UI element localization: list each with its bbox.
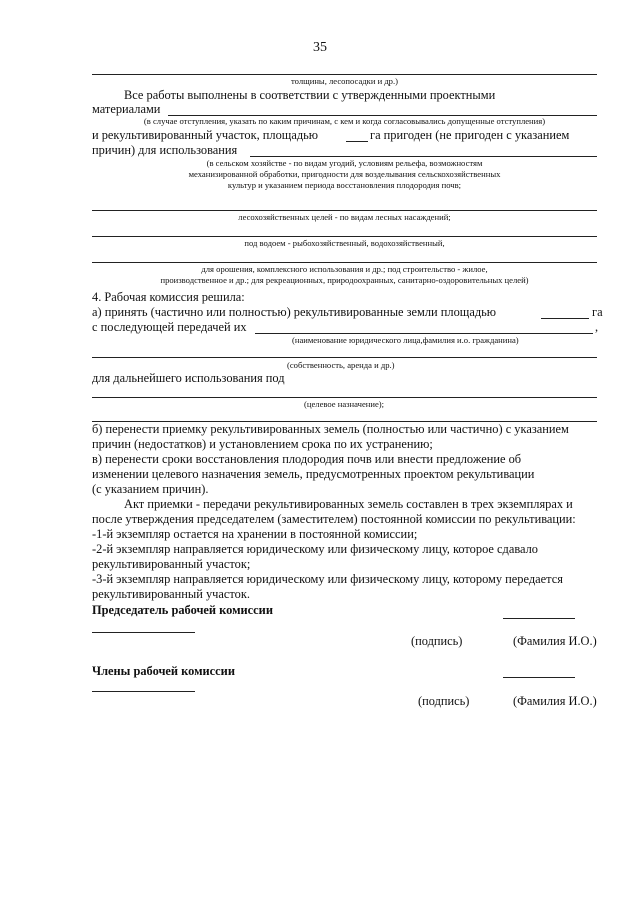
deviation-caption: (в случае отступления, указать по каким причинам, с кем и когда согласовывались допущенные отступления) bbox=[143, 116, 546, 126]
act-line-1: Акт приемки - передачи рекультивированных земель составлен в трех экземплярах и bbox=[124, 497, 573, 511]
agri-caption-3: культур и указанием периода восстановления плодородия почв; bbox=[227, 180, 462, 190]
further-use: для дальнейшего использования под bbox=[92, 371, 285, 385]
entity-caption: (наименование юридического лица,фамилия и.о. гражданина) bbox=[292, 335, 519, 345]
act-line-5: рекультивированный участок; bbox=[92, 557, 251, 571]
act-line-7: рекультивированный участок. bbox=[92, 587, 250, 601]
decision-area-line bbox=[541, 318, 589, 319]
members-sign-line bbox=[92, 691, 195, 692]
decision-a-comma: , bbox=[595, 320, 599, 334]
usage-line bbox=[250, 156, 597, 157]
chairman-sign-line bbox=[92, 632, 195, 633]
entity-line bbox=[255, 333, 593, 334]
works-line-1: Все работы выполнены в соответствии с утвержденными проектными bbox=[124, 88, 496, 102]
decision-b-line-2: причин (недостатков) и установлением срока по их устранению; bbox=[92, 437, 433, 451]
water-line bbox=[92, 236, 597, 237]
area-line-1b: га пригоден (не пригоден с указанием bbox=[370, 128, 570, 142]
agri-caption-2: механизированной обработки, пригодности для возделывания сельскохозяйственных bbox=[188, 169, 501, 179]
page-number: 35 bbox=[313, 40, 327, 55]
members-signature-caption: (подпись) bbox=[418, 694, 470, 708]
decision-c-line-1: в) перенести сроки восстановления плодородия почв или внести предложение об bbox=[92, 452, 522, 466]
decision-b-line bbox=[92, 422, 604, 437]
decision-c-line-3: (с указанием причин). bbox=[92, 482, 209, 496]
members-date-line bbox=[503, 677, 575, 678]
chairman-label: Председатель рабочей комиссии bbox=[92, 603, 273, 617]
irrigation-caption-2: производственное и др.; для рекреационных, природоохранных, санитарно-оздоровительных целей) bbox=[160, 275, 529, 285]
decision-c-line-2: изменении целевого назначения земель, предусмотренных проектом рекультивации bbox=[92, 467, 535, 481]
chairman-date-line bbox=[503, 618, 575, 619]
thickness-caption: толщины, лесопосадки и др.) bbox=[291, 76, 398, 86]
decision-b-block bbox=[92, 422, 604, 437]
irrigation-line bbox=[92, 262, 597, 263]
ownership-line bbox=[92, 357, 597, 358]
purpose-caption: (целевое назначение); bbox=[304, 399, 385, 409]
irrigation-caption-1: для орошения, комплексного использования и др.; под строительство - жилое, bbox=[201, 264, 488, 274]
chairman-name-caption: (Фамилия И.О.) bbox=[513, 634, 597, 648]
act-line-3: -1-й экземпляр остается на хранении в постоянной комиссии; bbox=[92, 527, 418, 541]
chairman-signature-caption: (подпись) bbox=[411, 634, 463, 648]
water-caption: под водоем - рыбохозяйственный, водохозяйственный, bbox=[244, 238, 445, 248]
area-value-line bbox=[346, 141, 368, 142]
forest-line bbox=[92, 210, 597, 211]
members-label: Члены рабочей комиссии bbox=[92, 664, 235, 678]
area-line-2: причин) для использования bbox=[92, 143, 238, 157]
members-name-caption: (Фамилия И.О.) bbox=[513, 694, 597, 708]
purpose-line bbox=[92, 397, 597, 398]
act-line-4: -2-й экземпляр направляется юридическому или физическому лицу, которое сдавало bbox=[92, 542, 538, 556]
decision-b-line-1: б) перенести приемку рекультивированных земель (полностью или частично) с указанием bbox=[92, 422, 569, 436]
forest-caption: лесохозяйственных целей - по видам лесных насаждений; bbox=[238, 212, 451, 222]
works-line-2: материалами bbox=[92, 102, 161, 116]
agri-caption-1: (в сельском хозяйстве - по видам угодий, условиям рельефа, возможностям bbox=[206, 158, 483, 168]
decision-heading: 4. Рабочая комиссия решила: bbox=[92, 290, 245, 304]
act-line-6: -3-й экземпляр направляется юридическому или физическому лицу, которому передается bbox=[92, 572, 563, 586]
decision-a-line-2: с последующей передачей их bbox=[92, 320, 247, 334]
act-line-2: после утверждения председателем (заместителем) постоянной комиссии по рекультивации: bbox=[92, 512, 576, 526]
decision-a-line-1b: га bbox=[592, 305, 603, 319]
decision-a-line-1a: а) принять (частично или полностью) рекультивированные земли площадью bbox=[92, 305, 497, 319]
area-line-1a: и рекультивированный участок, площадью bbox=[92, 128, 319, 142]
thickness-line bbox=[92, 74, 597, 75]
ownership-caption: (собственность, аренда и др.) bbox=[287, 360, 395, 370]
